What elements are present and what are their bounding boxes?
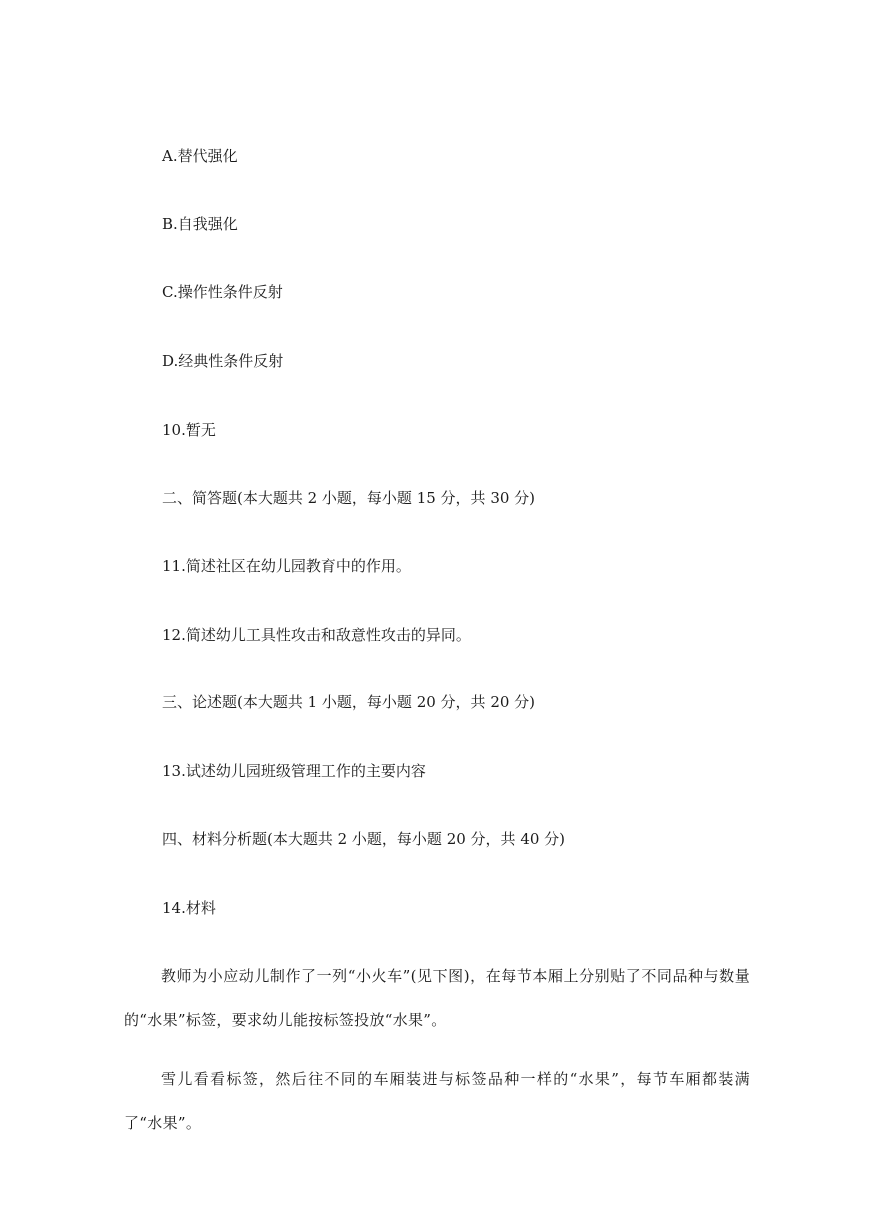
section-3-heading: 三、论述题(本大题共 1 小题，每小题 20 分，共 20 分) <box>162 693 536 711</box>
question-12: 12.简述幼儿工具性攻击和敌意性攻击的异同。 <box>162 626 471 644</box>
question-13: 13.试述幼儿园班级管理工作的主要内容 <box>162 762 426 780</box>
question-11: 11.简述社区在幼儿园教育中的作用。 <box>162 557 411 575</box>
option-c: C.操作性条件反射 <box>162 283 283 301</box>
material-paragraph-1: 教师为小应动儿制作了一列“小火车”(见下图)，在每节本厢上分别贴了不同品种与数量的“水果”标签，要求幼儿能按标签投放“水果”。 <box>124 967 750 1029</box>
question-14: 14.材料 <box>162 899 216 917</box>
option-b: B.自我强化 <box>162 215 238 233</box>
question-10: 10.暂无 <box>162 421 216 439</box>
option-a: A.替代强化 <box>162 147 238 165</box>
option-d: D.经典性条件反射 <box>162 352 284 370</box>
section-4-heading: 四、材料分析题(本大题共 2 小题，每小题 20 分，共 40 分) <box>162 830 566 848</box>
section-2-heading: 二、简答题(本大题共 2 小题，每小题 15 分，共 30 分) <box>162 489 536 507</box>
material-paragraph-2: 雪儿看看标签，然后往不同的车厢装进与标签品种一样的“水果”，每节车厢都装满了“水果”。 <box>124 1070 750 1132</box>
